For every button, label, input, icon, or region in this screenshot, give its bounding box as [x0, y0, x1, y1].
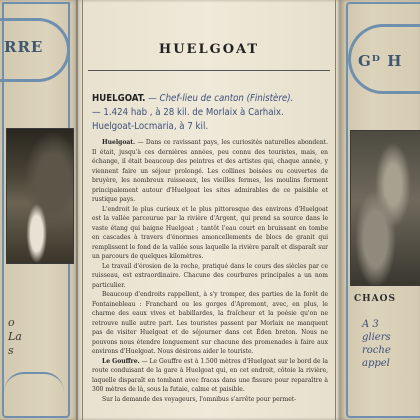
- right-text-line: gliers: [362, 332, 391, 343]
- right-folded-panel: [340, 0, 420, 420]
- right-panel-photo: [350, 130, 420, 286]
- right-photo-caption: CHAOS: [354, 294, 396, 304]
- left-panel-caption: [8, 316, 22, 358]
- summary-line-2: — 1.424 hab , à 28 kil. de Morlaix à Carhaix.: [92, 107, 284, 118]
- paragraph-text: Beaucoup d'endroits rappellent, à s'y tromper, des parties de la forêt de Fontainebleau : Franchard ou les gorges d'Apremont, avec, en plus, le charme des eaux vives et babillardes, la fraîcheur et la poésie qu'on ne retrouve nulle autre part. Les touristes passent par Morlaix ne manquent pas de visiter Huelgoat et de séjourner dans cet Éden breton. Nous ne pouvons nous étendre longuement sur chacune des promenades à faire aux environs d'Huelgoat. Nous désirons aider le touriste.: [92, 291, 328, 355]
- page-title: HUELGOAT: [158, 42, 260, 57]
- left-caption-line: o: [8, 316, 15, 329]
- paragraph-lead: Le Gouffre.: [102, 357, 140, 365]
- paragraph: [92, 357, 328, 395]
- paragraph-text: — Dans ce ravissant pays, les curiosités naturelles abondent. Il était, jusqu'à ces dernières années, peu connu des touristes, mais, en échange, il était beaucoup des peintres et des artistes qui, chaque année, y viennent faire un séjour prolongé. Les collines boisées ou couvertes de bruyère, les nombreux ruisseaux, les vieilles fermes, les moulins forment principalement autour d'Huelgoat les sites admirables de ce paisible et rustique pays.: [92, 139, 328, 203]
- left-panel-photo: [6, 128, 74, 264]
- summary-line-text: — Chef-lieu de canton (Finistère).: [145, 93, 294, 104]
- paragraph: [92, 138, 328, 205]
- summary-town-name: HUELGOAT.: [92, 93, 146, 104]
- right-text-line: appel: [362, 358, 390, 369]
- left-caption-line: La: [8, 330, 22, 343]
- paragraph: [92, 290, 328, 357]
- town-summary: [92, 92, 328, 134]
- title-rule: [88, 70, 330, 71]
- summary-line-1: [92, 92, 328, 106]
- paragraph: [92, 205, 328, 262]
- paragraph-text: Le travail d'érosion de la roche, pratiqué dans le cours des siècles par ce ruisseau, est extraordinaire. Chacune des courbures principales a un nom particulier.: [92, 262, 328, 289]
- left-caption-line: s: [8, 344, 14, 357]
- paragraph-text: — Le Gouffre est à 1.500 mètres d'Huelgoat sur le bord de la route conduisant de la gare à Huelgoat qui, en cet endroit, côtoie la rivière, laquelle disparaît en tombant avec fracas dans une fissure pour reparaître à 300 mètres de là, sous la futaie, calme et paisible.: [92, 357, 328, 393]
- paragraph: [92, 262, 328, 291]
- right-panel-title: Gᴰ H: [358, 52, 403, 70]
- left-panel-title: RRE: [4, 38, 44, 56]
- right-panel-text: [362, 318, 391, 370]
- paragraph-lead: Huelgoat.: [102, 139, 136, 146]
- center-text-panel: [78, 0, 340, 420]
- right-text-line: A 3: [362, 319, 379, 330]
- summary-line-3: Huelgoat-Locmaria, à 7 kil.: [92, 121, 209, 132]
- paragraph-text: Sur la demande des voyageurs, l'omnibus s'arrête pour permet-: [102, 395, 297, 403]
- left-folded-panel: [0, 0, 78, 420]
- right-text-line: roche: [362, 345, 391, 356]
- article-body: [92, 92, 328, 404]
- paragraph-text: L'endroit le plus curieux et le plus pittoresque des environs d'Huelgoat est la vallée parcourue par la rivière d'Argent, qui prend sa source dans le vaste étang qui baigne Huelgoat ; tantôt l'eau court en bruissant en tombe en cascades à travers d'énormes amoncellements de blocs de granit qui remplissent le fond de la vallée sous laquelle la rivière paraît et disparaît sur un parcours de quelques kilomètres.: [92, 205, 328, 260]
- paragraph: [92, 395, 328, 405]
- left-ornament-bottom: [4, 372, 64, 414]
